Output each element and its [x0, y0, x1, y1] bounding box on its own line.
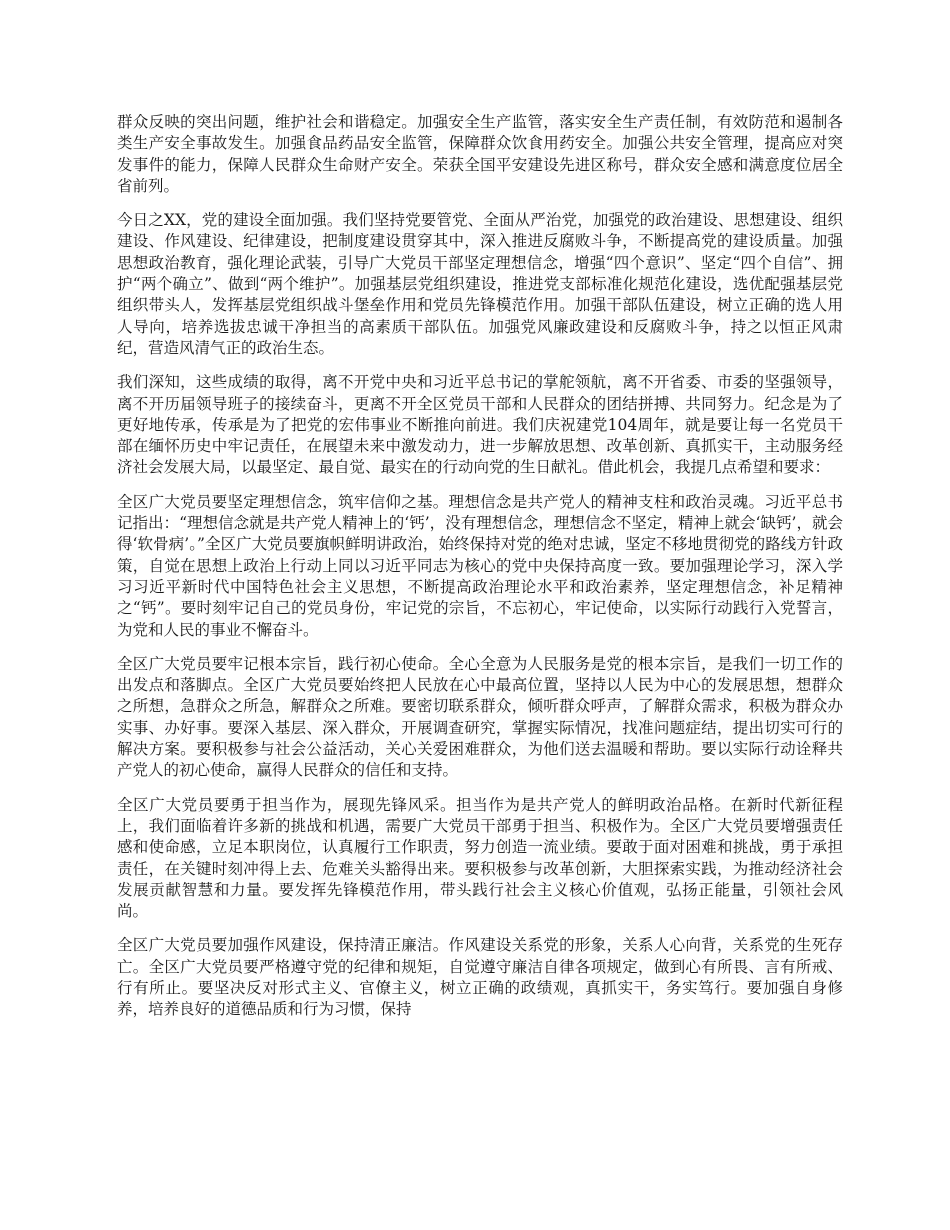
- paragraph-achievements-origin: 我们深知，这些成绩的取得，离不开党中央和习近平总书记的掌舵领航，离不开省委、市委的坚强领导，离不开历届领导班子的接续奋斗，更离不开全区党员干部和人民群众的团结拼搏、共同努力。纪念是为了更好地传承，传承是为了把党的宏伟事业不断推向前进。我们庆祝建党104周年，就是要让每一名党员干部在缅怀历史中牢记责任，在展望未来中激发动力，进一步解放思想、改革创新、真抓实干，主动服务经济社会发展大局，以最坚定、最自觉、最实在的行动向党的生日献礼。借此机会，我提几点希望和要求：: [117, 373, 843, 477]
- paragraph-work-style: 全区广大党员要加强作风建设，保持清正廉洁。作风建设关系党的形象，关系人心向背，关系党的生死存亡。全区广大党员要严格遵守党的纪律和规矩，自觉遵守廉洁自律各项规定，做到心有所畏、言有所戒、行有所止。要坚决反对形式主义、官僚主义，树立正确的政绩观，真抓实干，务实笃行。要加强自身修养，培养良好的道德品质和行为习惯，保持: [117, 936, 843, 1019]
- paragraph-party-building: 今日之XX，党的建设全面加强。我们坚持党要管党、全面从严治党，加强党的政治建设、思想建设、组织建设、作风建设、纪律建设，把制度建设贯穿其中，深入推进反腐败斗争，不断提高党的建设质量。加强思想政治教育，强化理论武装，引导广大党员干部坚定理想信念，增强“四个意识”、坚定“四个自信”、拥护“两个确立”、做到“两个维护”。加强基层党组织建设，推进党支部标准化规范化建设，选优配强基层党组织带头人，发挥基层党组织战斗堡垒作用和党员先锋模范作用。加强干部队伍建设，树立正确的选人用人导向，培养选拔忠诚干净担当的高素质干部队伍。加强党风廉政建设和反腐败斗争，持之以恒正风肃纪，营造风清气正的政治生态。: [117, 211, 843, 357]
- document-page: [117, 112, 843, 1034]
- paragraph-fundamental-purpose: 全区广大党员要牢记根本宗旨，践行初心使命。全心全意为人民服务是党的根本宗旨，是我们一切工作的出发点和落脚点。全区广大党员要始终把人民放在心中最高位置，坚持以人民为中心的发展思想，想群众之所想，急群众之所急，解群众之所难。要密切联系群众，倾听群众呼声，了解群众需求，积极为群众办实事、办好事。要深入基层、深入群众，开展调查研究，掌握实际情况，找准问题症结，提出切实可行的解决方案。要积极参与社会公益活动，关心关爱困难群众，为他们送去温暖和帮助。要以实际行动诠释共产党人的初心使命，赢得人民群众的信任和支持。: [117, 654, 843, 780]
- paragraph-public-safety: 群众反映的突出问题，维护社会和谐稳定。加强安全生产监管，落实安全生产责任制，有效防范和遏制各类生产安全事故发生。加强食品药品安全监管，保障群众饮食用药安全。加强公共安全管理，提高应对突发事件的能力，保障人民群众生命财产安全。荣获全国平安建设先进区称号，群众安全感和满意度位居全省前列。: [117, 113, 843, 195]
- paragraph-responsibility: 全区广大党员要勇于担当作为，展现先锋风采。担当作为是共产党人的鲜明政治品格。在新时代新征程上，我们面临着许多新的挑战和机遇，需要广大党员干部勇于担当、积极作为。全区广大党员要增强责任感和使命感，立足本职岗位，认真履行工作职责，努力创造一流业绩。要敢于面对困难和挑战，勇于承担责任，在关键时刻冲得上去、危难关头豁得出来。要积极参与改革创新，大胆探索实践，为推动经济社会发展贡献智慧和力量。要发挥先锋模范作用，带头践行社会主义核心价值观，弘扬正能量，引领社会风尚。: [117, 795, 843, 921]
- paragraph-ideals-beliefs: 全区广大党员要坚定理想信念，筑牢信仰之基。理想信念是共产党人的精神支柱和政治灵魂。习近平总书记指出：“理想信念就是共产党人精神上的‘钙’，没有理想信念，理想信念不坚定，精神上就会‘缺钙’，就会得‘软骨病’。”全区广大党员要旗帜鲜明讲政治，始终保持对党的绝对忠诚，坚定不移地贯彻党的路线方针政策，自觉在思想上政治上行动上同以习近平同志为核心的党中央保持高度一致。要加强理论学习，深入学习习近平新时代中国特色社会主义思想，不断提高政治理论水平和政治素养，坚定理想信念，补足精神之“钙”。要时刻牢记自己的党员身份，牢记党的宗旨，不忘初心，牢记使命，以实际行动践行入党誓言，为党和人民的事业不懈奋斗。: [117, 492, 843, 639]
